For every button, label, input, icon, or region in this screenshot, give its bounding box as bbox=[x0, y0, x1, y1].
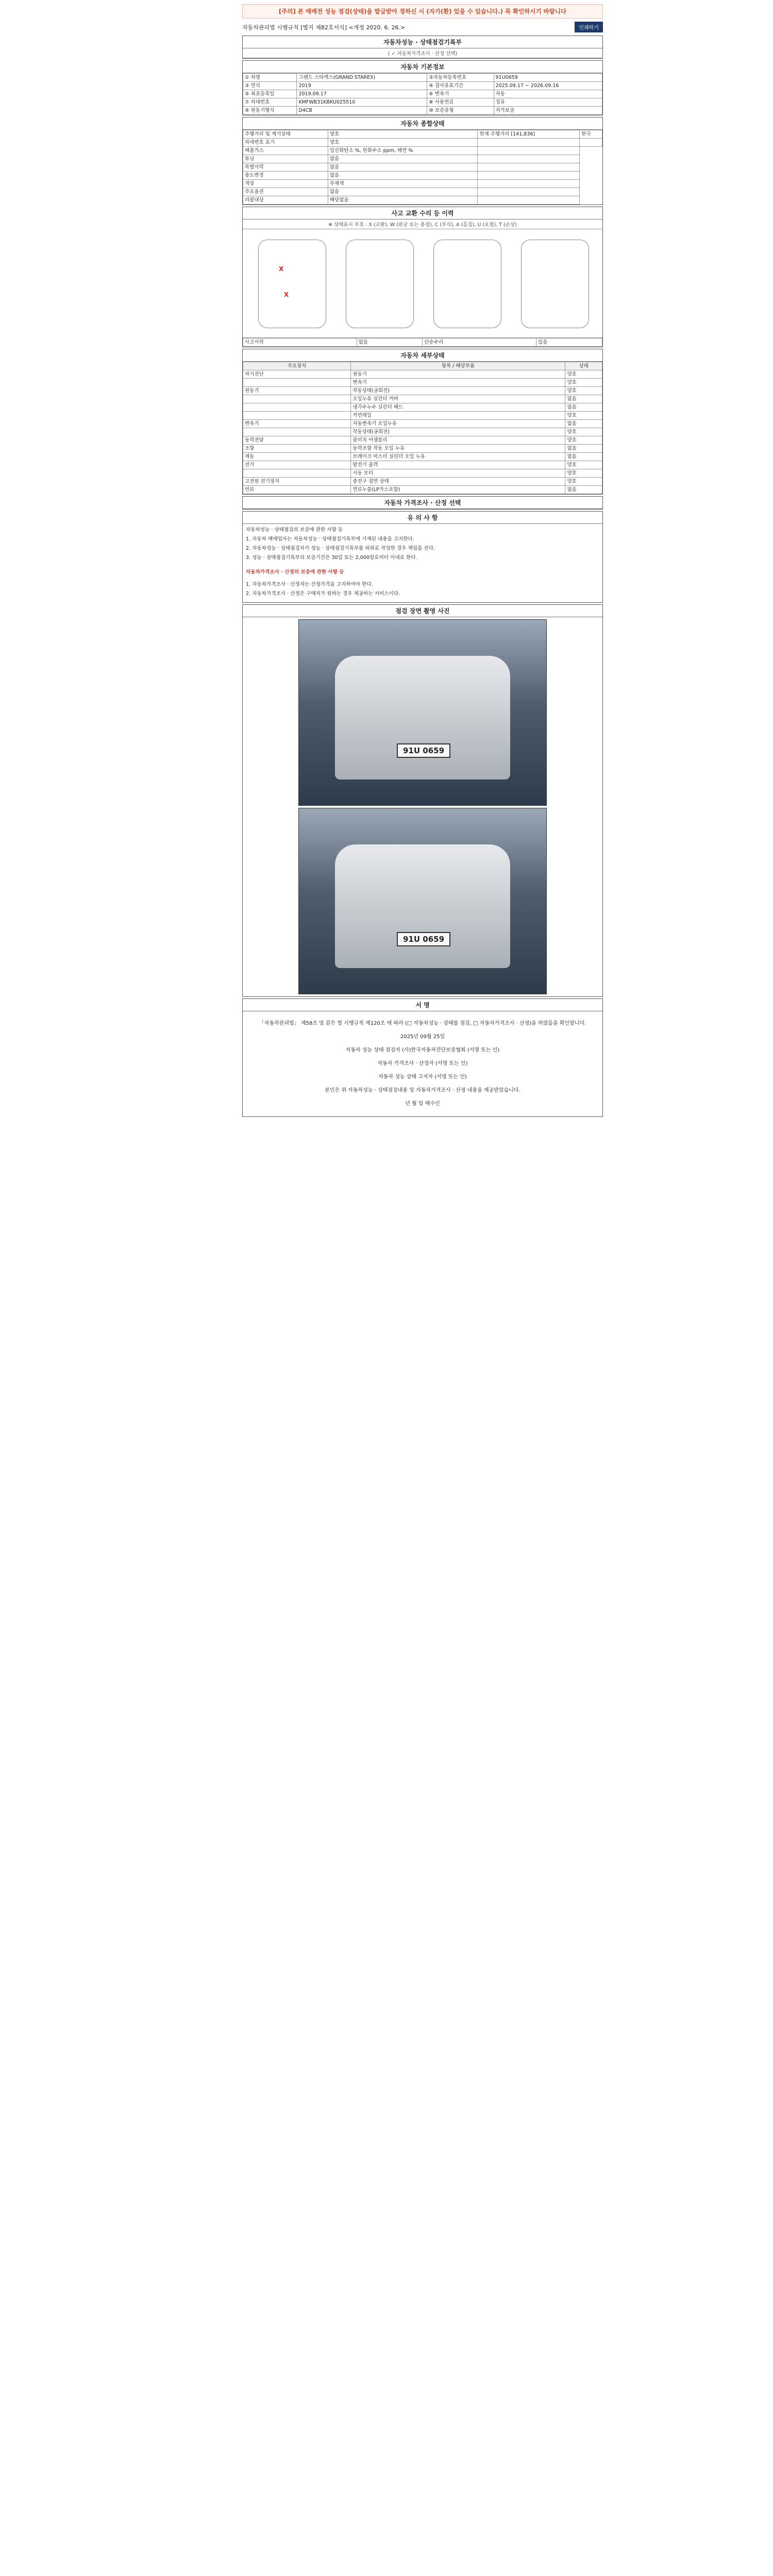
detail-cell: 자동변속기 오일누유 bbox=[351, 420, 565, 428]
detail-header: 상태 bbox=[565, 362, 602, 370]
detail-cell: 양호 bbox=[565, 436, 602, 445]
detail-cell: 양호 bbox=[565, 469, 602, 478]
car-right-outline bbox=[521, 240, 589, 328]
detail-cell: 조향 bbox=[243, 445, 351, 453]
form-reference: 자동차관리법 시행규칙 [별지 제82호서식] <개정 2020. 6. 26.> bbox=[242, 24, 406, 31]
detail-row bbox=[243, 370, 602, 379]
status-cell bbox=[478, 155, 580, 163]
sign-line: 2025년 09월 25일 bbox=[400, 1034, 445, 1040]
car-info-cell: ⑨ 원동기형식 bbox=[243, 107, 297, 115]
inspection-photo-rear bbox=[298, 808, 547, 994]
price-title: 자동차 가격조사 · 산정 선택 bbox=[243, 497, 602, 509]
detail-cell: 전기 bbox=[243, 461, 351, 469]
car-info-cell: 2019 bbox=[297, 82, 427, 90]
car-left-outline bbox=[258, 240, 326, 328]
detail-cell: 오일누유 실린더 커버 bbox=[351, 395, 565, 403]
photo-section bbox=[242, 604, 603, 997]
car-info-row bbox=[243, 74, 602, 82]
detail-row bbox=[243, 428, 602, 436]
sign-line: 자동차 성능 상태 고지자 (서명 또는 인) bbox=[378, 1074, 467, 1080]
status-cell bbox=[478, 163, 580, 172]
status-table bbox=[243, 130, 602, 205]
car-info-title: 자동차 기본정보 bbox=[243, 61, 602, 73]
detail-cell: 없음 bbox=[565, 395, 602, 403]
status-cell: 색상 bbox=[243, 180, 328, 188]
notice-item: 자동차성능 · 상태점검의 보증에 관한 사항 등 bbox=[246, 527, 343, 533]
detail-cell: 없음 bbox=[565, 420, 602, 428]
document-subtitle: ( ✓ 자동차가격조사 · 산정 선택) bbox=[243, 48, 602, 58]
detail-cell: 양호 bbox=[565, 379, 602, 387]
detail-cell: 양호 bbox=[565, 387, 602, 395]
detail-header: 항목 / 해당부품 bbox=[351, 362, 565, 370]
car-info-cell: ⑦ 차대번호 bbox=[243, 98, 297, 107]
mark-x: X bbox=[279, 265, 284, 273]
status-cell bbox=[478, 172, 580, 180]
car-top-outline bbox=[346, 240, 414, 328]
detail-cell: 변속기 bbox=[243, 420, 351, 428]
notice-item: 3. 성능 · 상태점검기록부의 보증기간은 30일 또는 2,000킬로미터 이내로 한다. bbox=[246, 555, 417, 561]
detail-row bbox=[243, 403, 602, 412]
detail-row bbox=[243, 436, 602, 445]
detail-row bbox=[243, 445, 602, 453]
detail-cell: 커먼레일 bbox=[351, 412, 565, 420]
detail-cell: 동력조향 작동 오일 누유 bbox=[351, 445, 565, 453]
status-cell: 없음 bbox=[328, 163, 477, 172]
status-cell: 차대번호 표기 bbox=[243, 139, 328, 147]
price-section bbox=[242, 496, 603, 510]
status-cell: 주행거리 및 계기상태 bbox=[243, 130, 328, 139]
status-cell: 일산화탄소 %, 탄화수소 ppm, 매연 % bbox=[328, 147, 477, 155]
status-cell: 배출가스 bbox=[243, 147, 328, 155]
status-row bbox=[243, 147, 602, 155]
status-cell: 튜닝 bbox=[243, 155, 328, 163]
detail-cell: 브레이크 마스터 실린더 오일 누유 bbox=[351, 453, 565, 461]
status-row bbox=[243, 155, 602, 163]
accident-title: 사고 교환 수리 등 이력 bbox=[243, 207, 602, 219]
car-info-section bbox=[242, 60, 603, 115]
status-cell bbox=[580, 139, 602, 147]
notice2-body bbox=[243, 579, 602, 602]
van-image bbox=[335, 844, 510, 968]
sign-line: 자동차 가격조사 · 산정자 (서명 또는 인) bbox=[377, 1061, 468, 1066]
status-row bbox=[243, 172, 602, 180]
notice2-item: 2. 자동차가격조사 · 산정은 구매자가 원하는 경우 제공하는 서비스이다. bbox=[246, 591, 400, 597]
license-plate: 91U 0659 bbox=[397, 743, 450, 758]
accident-cell: 있음 bbox=[536, 338, 602, 347]
detail-cell: 냉각수누수 실린더 헤드 bbox=[351, 403, 565, 412]
status-row bbox=[243, 139, 602, 147]
status-cell: 양호 bbox=[328, 130, 477, 139]
car-info-cell: ① 차명 bbox=[243, 74, 297, 82]
detail-cell: 변속기 bbox=[351, 379, 565, 387]
status-cell bbox=[478, 147, 580, 155]
status-cell: 한국 bbox=[580, 130, 602, 139]
accident-cell: 사고이력 bbox=[243, 338, 357, 347]
car-info-cell: ⑧ 사용연료 bbox=[427, 98, 494, 107]
car-info-cell: ⑩ 보증유형 bbox=[427, 107, 494, 115]
car-info-cell: ③ 연식 bbox=[243, 82, 297, 90]
detail-cell: 연료 bbox=[243, 486, 351, 494]
detail-cell: 없음 bbox=[565, 445, 602, 453]
detail-row bbox=[243, 486, 602, 494]
detail-cell: 없음 bbox=[565, 453, 602, 461]
status-cell: 없음 bbox=[328, 188, 477, 196]
status-section bbox=[242, 117, 603, 205]
accident-cell: 없음 bbox=[357, 338, 423, 347]
car-info-cell: KMFWB31KBKU025510 bbox=[297, 98, 427, 107]
accident-section bbox=[242, 207, 603, 347]
sign-line: 년 월 일 매수인 bbox=[405, 1101, 440, 1107]
accident-note: ※ 상태표시 부호 : X (교환), W (판금 또는 용접), C (부식), A (흠집), U (요철), T (손상) bbox=[243, 219, 602, 229]
status-row bbox=[243, 188, 602, 196]
notice2-title: 자동차가격조사 · 산정의 보증에 관한 사항 등 bbox=[246, 569, 344, 575]
detail-cell: 없음 bbox=[565, 486, 602, 494]
car-info-cell: ②자동차등록번호 bbox=[427, 74, 494, 82]
sign-section bbox=[242, 998, 603, 1117]
document bbox=[242, 0, 603, 1118]
sign-line: 본인은 위 자동차성능 · 상태점검내용 및 자동차가격조사 · 산정 내용을 제공받았습니다. bbox=[325, 1088, 520, 1093]
detail-cell: 시동 모터 bbox=[351, 469, 565, 478]
detail-cell: 제동 bbox=[243, 453, 351, 461]
status-cell: 특별이력 bbox=[243, 163, 328, 172]
detail-row bbox=[243, 379, 602, 387]
status-cell bbox=[478, 196, 580, 205]
notice-section bbox=[242, 511, 603, 603]
detail-cell: 원동기 bbox=[351, 370, 565, 379]
detail-cell: 양호 bbox=[565, 478, 602, 486]
detail-row bbox=[243, 395, 602, 403]
status-row bbox=[243, 130, 602, 139]
detail-cell: 발전기 출력 bbox=[351, 461, 565, 469]
notice2-item: 1. 자동차가격조사 · 산정자는 산정가격을 고지하여야 한다. bbox=[246, 582, 373, 587]
detail-cell bbox=[243, 469, 351, 478]
car-info-cell: 경유 bbox=[494, 98, 602, 107]
detail-cell: 없음 bbox=[565, 403, 602, 412]
detail-row bbox=[243, 461, 602, 469]
warning-banner: [주의] 본 매매전 성능 점검(상태)을 발급받아 정하신 시 (자가(환) 있을 수 있습니다.) 꼭 확인하시기 바랍니다 bbox=[242, 4, 603, 19]
accident-row bbox=[243, 338, 602, 347]
status-row bbox=[243, 180, 602, 188]
detail-row bbox=[243, 420, 602, 428]
print-button[interactable]: 인쇄하기 bbox=[575, 22, 603, 32]
detail-cell: 고전원 전기장치 bbox=[243, 478, 351, 486]
car-info-cell: 2025.09.17 ~ 2026.09.16 bbox=[494, 82, 602, 90]
detail-cell bbox=[243, 395, 351, 403]
car-info-table bbox=[243, 73, 602, 115]
detail-cell: 클러치 어셈블리 bbox=[351, 436, 565, 445]
license-plate: 91U 0659 bbox=[397, 932, 450, 946]
detail-cell bbox=[243, 428, 351, 436]
status-row bbox=[243, 196, 602, 205]
status-cell: 없음 bbox=[328, 155, 477, 163]
notice-title: 유 의 사 항 bbox=[243, 512, 602, 524]
car-bottom-outline bbox=[433, 240, 501, 328]
notice-item: 2. 자동차성능 · 상태점검자가 성능 · 상태점검기록부를 허위로 작성한 경우 책임을 진다. bbox=[246, 546, 435, 551]
car-info-cell: ⑤ 최초등록일 bbox=[243, 90, 297, 98]
mark-x: X bbox=[284, 291, 289, 298]
sign-line: 자동차 성능 상태 점검자 (사)한국자동차진단보증협회 (서명 또는 인) bbox=[345, 1047, 500, 1053]
status-cell: 무채색 bbox=[328, 180, 477, 188]
car-info-cell: 자가보증 bbox=[494, 107, 602, 115]
status-cell: 용도변경 bbox=[243, 172, 328, 180]
car-info-cell: 그랜드 스타렉스(GRAND STAREX) bbox=[297, 74, 427, 82]
status-cell: 해당없음 bbox=[328, 196, 477, 205]
car-info-cell: ④ 검사유효기간 bbox=[427, 82, 494, 90]
detail-row bbox=[243, 478, 602, 486]
van-image bbox=[335, 656, 510, 779]
car-info-cell: ⑥ 변속기 bbox=[427, 90, 494, 98]
status-cell bbox=[478, 139, 580, 147]
sign-title: 서 명 bbox=[243, 999, 602, 1011]
document-title: 자동차성능 · 상태점검기록부 bbox=[243, 36, 602, 48]
photo-title: 점검 장면 촬영 사진 bbox=[243, 605, 602, 617]
detail-cell bbox=[243, 379, 351, 387]
detail-title: 자동차 세부상태 bbox=[243, 349, 602, 362]
accident-cell: 단순수리 bbox=[423, 338, 536, 347]
car-info-row bbox=[243, 82, 602, 90]
accident-table bbox=[243, 338, 602, 347]
detail-cell bbox=[243, 412, 351, 420]
notice-body bbox=[243, 524, 602, 566]
status-title: 자동차 종합상태 bbox=[243, 117, 602, 130]
status-row bbox=[243, 163, 602, 172]
detail-cell: 양호 bbox=[565, 412, 602, 420]
detail-cell: 양호 bbox=[565, 370, 602, 379]
car-info-row bbox=[243, 98, 602, 107]
notice-item: 1. 자동차 매매업자는 자동차성능 · 상태점검기록부에 기재된 내용을 고지한다. bbox=[246, 536, 414, 542]
car-info-row bbox=[243, 107, 602, 115]
status-cell: 없음 bbox=[328, 172, 477, 180]
detail-row bbox=[243, 469, 602, 478]
car-info-cell: 2019.09.17 bbox=[297, 90, 427, 98]
car-info-cell: 자동 bbox=[494, 90, 602, 98]
detail-header: 주요장치 bbox=[243, 362, 351, 370]
status-cell: 현재 주행거리 [141,836] bbox=[478, 130, 580, 139]
status-cell: 리콜대상 bbox=[243, 196, 328, 205]
detail-cell: 작동상태(공회전) bbox=[351, 387, 565, 395]
top-line bbox=[242, 22, 603, 32]
detail-cell: 동력전달 bbox=[243, 436, 351, 445]
detail-cell: 연료누출(LP가스포함) bbox=[351, 486, 565, 494]
inspection-photo-front bbox=[298, 619, 547, 806]
detail-row bbox=[243, 453, 602, 461]
detail-row bbox=[243, 412, 602, 420]
title-box bbox=[242, 36, 603, 59]
detail-cell bbox=[243, 403, 351, 412]
detail-cell: 자기진단 bbox=[243, 370, 351, 379]
detail-cell: 충전구 절연 상태 bbox=[351, 478, 565, 486]
status-cell: 양호 bbox=[328, 139, 477, 147]
car-diagram bbox=[243, 229, 602, 338]
detail-table bbox=[243, 362, 602, 494]
sign-body bbox=[243, 1011, 602, 1116]
car-info-cell: 91U0659 bbox=[494, 74, 602, 82]
status-cell: 주요옵션 bbox=[243, 188, 328, 196]
status-cell bbox=[478, 180, 580, 188]
status-cell bbox=[478, 188, 580, 196]
detail-row bbox=[243, 387, 602, 395]
detail-cell: 원동기 bbox=[243, 387, 351, 395]
detail-cell: 양호 bbox=[565, 461, 602, 469]
car-info-row bbox=[243, 90, 602, 98]
sign-line: 「자동차관리법」 제58조 및 같은 법 시행규칙 제120조 에 따라 (□ 자동차성능 · 상태를 점검, □ 자동차가격조사 · 산정)을 하였음을 확인합니다. bbox=[259, 1021, 586, 1026]
detail-cell: 양호 bbox=[565, 428, 602, 436]
detail-cell: 작동상태(공회전) bbox=[351, 428, 565, 436]
detail-section bbox=[242, 349, 603, 495]
car-info-cell: D4CB bbox=[297, 107, 427, 115]
